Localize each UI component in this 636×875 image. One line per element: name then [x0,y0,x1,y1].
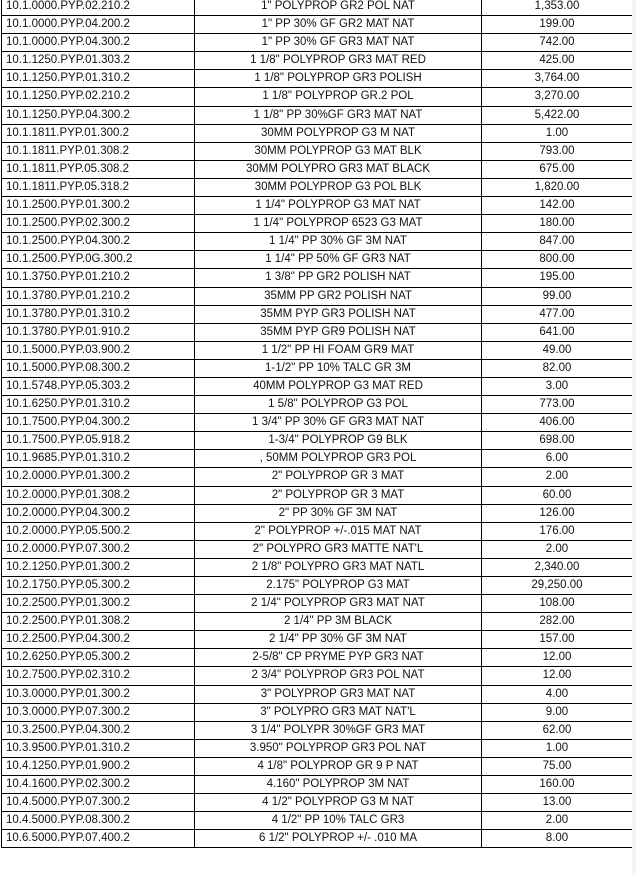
description-cell: 2 1/4" POLYPROP GR3 MAT NAT [195,595,482,613]
description-cell: 30MM POLYPROP G3 M NAT [195,124,482,142]
description-cell: 2 3/4" POLYPROP GR3 POL NAT [195,667,482,685]
description-cell: 4.160" POLYPROP 3M NAT [195,776,482,794]
quantity-cell: 793.00 [482,142,633,160]
part-number-cell: 10.1.7500.PYP.04.300.2 [2,414,195,432]
table-row [2,812,633,830]
part-number-cell: 10.1.5748.PYP.05.303.2 [2,377,195,395]
table-row [2,178,633,196]
description-cell: 1-1/2" PP 10% TALC GR 3M [195,359,482,377]
part-number-cell: 10.2.0000.PYP.07.300.2 [2,540,195,558]
description-cell: 30MM POLYPROP G3 MAT BLK [195,142,482,160]
table-row [2,649,633,667]
part-number-cell: 10.1.1250.PYP.01.310.2 [2,70,195,88]
part-number-cell: 10.2.2500.PYP.04.300.2 [2,631,195,649]
quantity-cell: 2,340.00 [482,558,633,576]
description-cell: 1 1/4" POLYPROP G3 MAT NAT [195,197,482,215]
part-number-cell: 10.1.1811.PYP.05.318.2 [2,178,195,196]
quantity-cell: 5,422.00 [482,106,633,124]
inventory-table [1,0,633,848]
description-cell: 1 1/4" POLYPROP 6523 G3 MAT [195,215,482,233]
table-row [2,685,633,703]
table-row [2,721,633,739]
quantity-cell: 2.00 [482,540,633,558]
quantity-cell: 75.00 [482,757,633,775]
description-cell: 30MM POLYPROP G3 POL BLK [195,178,482,196]
table-row [2,251,633,269]
table-row [2,504,633,522]
description-cell: 3" POLYPRO GR3 MAT NAT'L [195,703,482,721]
description-cell: 1 1/4" PP 30% GF 3M NAT [195,233,482,251]
part-number-cell: 10.1.1811.PYP.05.308.2 [2,160,195,178]
part-number-cell: 10.1.0000.PYP.04.300.2 [2,34,195,52]
description-cell: 1 1/8" POLYPROP GR.2 POL [195,88,482,106]
table-row [2,0,633,16]
description-cell: 2.175" POLYPROP G3 MAT [195,577,482,595]
table-row [2,88,633,106]
description-cell: 2" POLYPROP GR 3 MAT [195,468,482,486]
inventory-table-body [2,0,633,848]
part-number-cell: 10.2.1750.PYP.05.300.2 [2,577,195,595]
part-number-cell: 10.1.1811.PYP.01.308.2 [2,142,195,160]
quantity-cell: 3.00 [482,377,633,395]
part-number-cell: 10.3.2500.PYP.04.300.2 [2,721,195,739]
table-row [2,450,633,468]
quantity-cell: 675.00 [482,160,633,178]
quantity-cell: 425.00 [482,52,633,70]
description-cell: 1" PP 30% GF GR3 MAT NAT [195,34,482,52]
quantity-cell: 13.00 [482,794,633,812]
quantity-cell: 282.00 [482,613,633,631]
part-number-cell: 10.1.5000.PYP.03.900.2 [2,341,195,359]
quantity-cell: 108.00 [482,595,633,613]
quantity-cell: 82.00 [482,359,633,377]
quantity-cell: 60.00 [482,486,633,504]
part-number-cell: 10.3.0000.PYP.07.300.2 [2,703,195,721]
table-row [2,160,633,178]
quantity-cell: 176.00 [482,522,633,540]
part-number-cell: 10.1.6250.PYP.01.310.2 [2,396,195,414]
table-row [2,739,633,757]
part-number-cell: 10.2.0000.PYP.04.300.2 [2,504,195,522]
description-cell: 3" POLYPROP GR3 MAT NAT [195,685,482,703]
quantity-cell: 4.00 [482,685,633,703]
description-cell: 6 1/2" POLYPROP +/- .010 MA [195,830,482,848]
description-cell: 1 1/4" PP 50% GF GR3 NAT [195,251,482,269]
quantity-cell: 641.00 [482,323,633,341]
quantity-cell: 49.00 [482,341,633,359]
quantity-cell: 8.00 [482,830,633,848]
quantity-cell: 12.00 [482,667,633,685]
description-cell: 4 1/2" POLYPROP G3 M NAT [195,794,482,812]
quantity-cell: 847.00 [482,233,633,251]
quantity-cell: 800.00 [482,251,633,269]
description-cell: 3.950" POLYPROP GR3 POL NAT [195,739,482,757]
quantity-cell: 160.00 [482,776,633,794]
description-cell: 1 1/8" POLYPROP GR3 MAT RED [195,52,482,70]
description-cell: 2" PP 30% GF 3M NAT [195,504,482,522]
part-number-cell: 10.2.6250.PYP.05.300.2 [2,649,195,667]
table-row [2,757,633,775]
description-cell: 1 1/2" PP HI FOAM GR9 MAT [195,341,482,359]
table-row [2,558,633,576]
table-row [2,142,633,160]
part-number-cell: 10.4.1600.PYP.02.300.2 [2,776,195,794]
table-row [2,595,633,613]
table-row [2,52,633,70]
part-number-cell: 10.4.1250.PYP.01.900.2 [2,757,195,775]
description-cell: 1-3/4" POLYPROP G9 BLK [195,432,482,450]
table-row [2,703,633,721]
description-cell: 40MM POLYPROP G3 MAT RED [195,377,482,395]
part-number-cell: 10.2.0000.PYP.01.308.2 [2,486,195,504]
part-number-cell: 10.3.9500.PYP.01.310.2 [2,739,195,757]
quantity-cell: 12.00 [482,649,633,667]
description-cell: 35MM PYP GR9 POLISH NAT [195,323,482,341]
table-row [2,70,633,88]
quantity-cell: 2.00 [482,812,633,830]
part-number-cell: 10.6.5000.PYP.07.400.2 [2,830,195,848]
page-edge [632,0,636,875]
part-number-cell: 10.1.9685.PYP.01.310.2 [2,450,195,468]
description-cell: 35MM PYP GR3 POLISH NAT [195,305,482,323]
description-cell: 2 1/4" PP 30% GF 3M NAT [195,631,482,649]
description-cell: 1 3/8" PP GR2 POLISH NAT [195,269,482,287]
part-number-cell: 10.1.1250.PYP.04.300.2 [2,106,195,124]
quantity-cell: 9.00 [482,703,633,721]
part-number-cell: 10.1.1811.PYP.01.300.2 [2,124,195,142]
table-row [2,124,633,142]
description-cell: 2" POLYPRO GR3 MATTE NAT'L [195,540,482,558]
part-number-cell: 10.1.2500.PYP.0G.300.2 [2,251,195,269]
part-number-cell: 10.1.7500.PYP.05.918.2 [2,432,195,450]
table-row [2,233,633,251]
table-row [2,106,633,124]
table-row [2,396,633,414]
part-number-cell: 10.2.1250.PYP.01.300.2 [2,558,195,576]
part-number-cell: 10.1.2500.PYP.01.300.2 [2,197,195,215]
quantity-cell: 29,250.00 [482,577,633,595]
quantity-cell: 1.00 [482,124,633,142]
part-number-cell: 10.4.5000.PYP.07.300.2 [2,794,195,812]
part-number-cell: 10.1.1250.PYP.01.303.2 [2,52,195,70]
part-number-cell: 10.1.5000.PYP.08.300.2 [2,359,195,377]
description-cell: 1 5/8" POLYPROP G3 POL [195,396,482,414]
description-cell: 35MM PP GR2 POLISH NAT [195,287,482,305]
table-row [2,577,633,595]
table-row [2,323,633,341]
quantity-cell: 477.00 [482,305,633,323]
quantity-cell: 195.00 [482,269,633,287]
description-cell: 1" POLYPROP GR2 POL NAT [195,0,482,16]
quantity-cell: 126.00 [482,504,633,522]
table-row [2,468,633,486]
quantity-cell: 180.00 [482,215,633,233]
quantity-cell: 1.00 [482,739,633,757]
table-row [2,359,633,377]
description-cell: 2" POLYPROP GR 3 MAT [195,486,482,504]
table-row [2,197,633,215]
part-number-cell: 10.1.3750.PYP.01.210.2 [2,269,195,287]
table-row [2,830,633,848]
quantity-cell: 142.00 [482,197,633,215]
part-number-cell: 10.1.3780.PYP.01.210.2 [2,287,195,305]
quantity-cell: 773.00 [482,396,633,414]
table-row [2,341,633,359]
quantity-cell: 6.00 [482,450,633,468]
description-cell: 1 1/8" PP 30%GF GR3 MAT NAT [195,106,482,124]
quantity-cell: 3,764.00 [482,70,633,88]
part-number-cell: 10.2.0000.PYP.01.300.2 [2,468,195,486]
part-number-cell: 10.2.2500.PYP.01.308.2 [2,613,195,631]
quantity-cell: 157.00 [482,631,633,649]
table-row [2,34,633,52]
table-row [2,794,633,812]
part-number-cell: 10.1.3780.PYP.01.310.2 [2,305,195,323]
quantity-cell: 698.00 [482,432,633,450]
part-number-cell: 10.2.2500.PYP.01.300.2 [2,595,195,613]
part-number-cell: 10.4.5000.PYP.08.300.2 [2,812,195,830]
description-cell: 4 1/2" PP 10% TALC GR3 [195,812,482,830]
table-row [2,16,633,34]
table-row [2,540,633,558]
quantity-cell: 3,270.00 [482,88,633,106]
quantity-cell: 1,820.00 [482,178,633,196]
table-row [2,269,633,287]
description-cell: 4 1/8" POLYPROP GR 9 P NAT [195,757,482,775]
quantity-cell: 406.00 [482,414,633,432]
part-number-cell: 10.2.7500.PYP.02.310.2 [2,667,195,685]
part-number-cell: 10.1.1250.PYP.02.210.2 [2,88,195,106]
description-cell: 1 1/8" POLYPROP GR3 POLISH [195,70,482,88]
part-number-cell: 10.2.0000.PYP.05.500.2 [2,522,195,540]
quantity-cell: 2.00 [482,468,633,486]
description-cell: 2 1/4" PP 3M BLACK [195,613,482,631]
part-number-cell: 10.1.0000.PYP.04.200.2 [2,16,195,34]
description-cell: , 50MM POLYPROP GR3 POL [195,450,482,468]
table-row [2,432,633,450]
table-row [2,776,633,794]
part-number-cell: 10.3.0000.PYP.01.300.2 [2,685,195,703]
table-row [2,287,633,305]
table-row [2,377,633,395]
part-number-cell: 10.1.2500.PYP.02.300.2 [2,215,195,233]
table-row [2,486,633,504]
description-cell: 1 3/4" PP 30% GF GR3 MAT NAT [195,414,482,432]
table-row [2,414,633,432]
part-number-cell: 10.1.0000.PYP.02.210.2 [2,0,195,16]
quantity-cell: 1,353.00 [482,0,633,16]
quantity-cell: 199.00 [482,16,633,34]
table-row [2,522,633,540]
description-cell: 1" PP 30% GF GR2 MAT NAT [195,16,482,34]
table-row [2,631,633,649]
table-row [2,613,633,631]
quantity-cell: 742.00 [482,34,633,52]
description-cell: 30MM POLYPRO GR3 MAT BLACK [195,160,482,178]
table-row [2,305,633,323]
description-cell: 2 1/8" POLYPRO GR3 MAT NATL [195,558,482,576]
description-cell: 2" POLYPROP +/-.015 MAT NAT [195,522,482,540]
table-row [2,215,633,233]
part-number-cell: 10.1.3780.PYP.01.910.2 [2,323,195,341]
description-cell: 2-5/8" CP PRYME PYP GR3 NAT [195,649,482,667]
quantity-cell: 62.00 [482,721,633,739]
quantity-cell: 99.00 [482,287,633,305]
description-cell: 3 1/4" POLYPR 30%GF GR3 MAT [195,721,482,739]
part-number-cell: 10.1.2500.PYP.04.300.2 [2,233,195,251]
table-row [2,667,633,685]
